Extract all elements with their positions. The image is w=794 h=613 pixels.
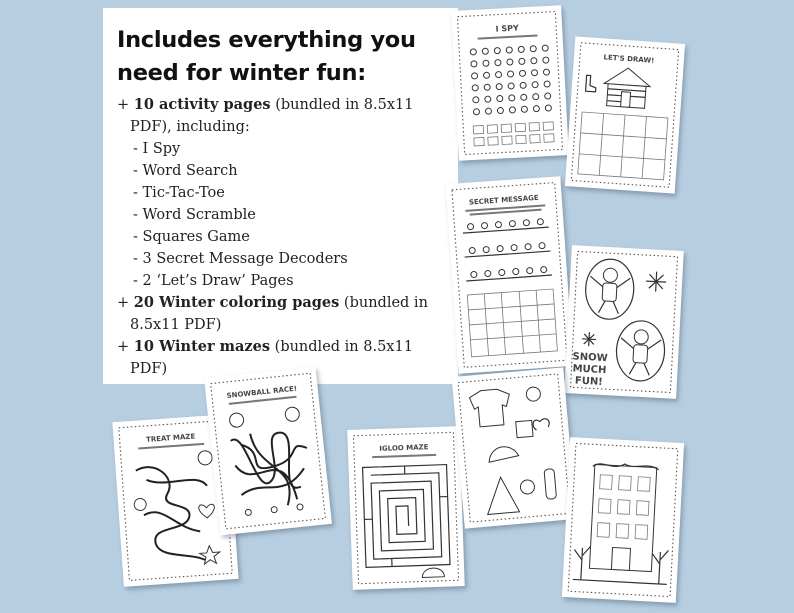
heart-icon xyxy=(199,504,215,518)
sweater-icon xyxy=(469,388,512,427)
sub-item-word-scramble: - Word Scramble xyxy=(133,207,256,223)
sub-item-tic-tac-toe: - Tic-Tac-Toe xyxy=(133,185,225,201)
mug-icon xyxy=(516,420,533,437)
sub-item-ispy: - I Spy xyxy=(133,141,181,157)
ispy-title: I SPY xyxy=(495,23,519,34)
ispy-page-preview xyxy=(451,5,569,161)
ispy-count-boxes xyxy=(473,122,554,146)
maze-path xyxy=(136,463,213,565)
gingerbread-icon-2 xyxy=(520,479,535,494)
coloring-pages-continued: 8.5x11 PDF) xyxy=(130,317,222,333)
cabin-icon xyxy=(603,67,652,109)
draw-title: LET'S DRAW! xyxy=(603,53,655,65)
sub-item-secret-message: - 3 Secret Message Decoders xyxy=(133,251,348,267)
snow-text-line-3: FUN! xyxy=(574,375,604,388)
lets-draw-page-preview xyxy=(565,36,685,193)
character-icon xyxy=(134,498,147,511)
snow-angel-page-preview xyxy=(564,245,684,399)
drawing-grid xyxy=(578,112,668,180)
snowflake-icon xyxy=(646,271,667,292)
ispy-icon-grid xyxy=(470,45,551,115)
headline xyxy=(117,24,448,90)
snowman-icon xyxy=(285,407,300,422)
small-snowflake-icon xyxy=(582,332,597,347)
building-icon xyxy=(587,462,658,571)
tangled-lines xyxy=(230,428,312,510)
tree-icon xyxy=(485,476,520,515)
snow-angel-top xyxy=(584,258,635,320)
headline-line-2: need for winter fun: xyxy=(117,60,366,86)
winter-building-page-preview xyxy=(562,437,684,603)
igloo-title: IGLOO MAZE xyxy=(379,443,429,453)
gingerbread-icon xyxy=(198,450,213,465)
info-panel xyxy=(103,8,458,384)
decoder-rows xyxy=(462,218,552,281)
coloring-pages-item: + 20 Winter coloring pages (bundled in xyxy=(117,294,428,311)
sub-item-squares-game: - Squares Game xyxy=(133,229,250,245)
feature-list xyxy=(117,94,448,380)
snow-angel-bottom xyxy=(615,320,666,382)
snow-text-line-2: MUCH xyxy=(572,363,607,377)
star-icon xyxy=(199,545,220,564)
igloo-icon xyxy=(422,568,444,578)
igloo-maze-page-preview xyxy=(347,426,465,590)
penguin-icon xyxy=(229,412,244,427)
mazes-continued: PDF) xyxy=(130,361,168,377)
treat-title: TREAT MAZE xyxy=(145,432,196,444)
snowball-race-page-preview xyxy=(204,367,332,536)
activity-pages-continued: PDF), including: xyxy=(130,119,250,135)
winter-collage-page-preview xyxy=(452,367,577,528)
sub-item-lets-draw: - 2 ‘Let’s Draw’ Pages xyxy=(133,273,294,289)
snowball-title: SNOWBALL RACE! xyxy=(226,384,298,400)
activity-pages-item: + 10 activity pages (bundled in 8.5x11 xyxy=(117,96,414,113)
headline-line-1: Includes everything you xyxy=(117,27,416,53)
bare-tree-right-icon xyxy=(651,550,669,585)
bare-tree-left-icon xyxy=(573,546,591,581)
santa-hat-icon xyxy=(488,445,519,462)
boot-icon xyxy=(586,75,597,92)
candy-icon xyxy=(544,469,557,500)
square-maze xyxy=(363,465,450,568)
snow-text-line-1: SNOW xyxy=(572,351,608,365)
sub-item-word-search: - Word Search xyxy=(133,163,238,179)
secret-title: SECRET MESSAGE xyxy=(468,193,539,207)
mazes-item: + 10 Winter mazes (bundled in 8.5x11 xyxy=(117,338,413,355)
secret-message-page-preview xyxy=(446,176,574,374)
holly-icon xyxy=(533,418,550,430)
decoder-key xyxy=(467,289,557,357)
bird-icon xyxy=(526,387,541,402)
